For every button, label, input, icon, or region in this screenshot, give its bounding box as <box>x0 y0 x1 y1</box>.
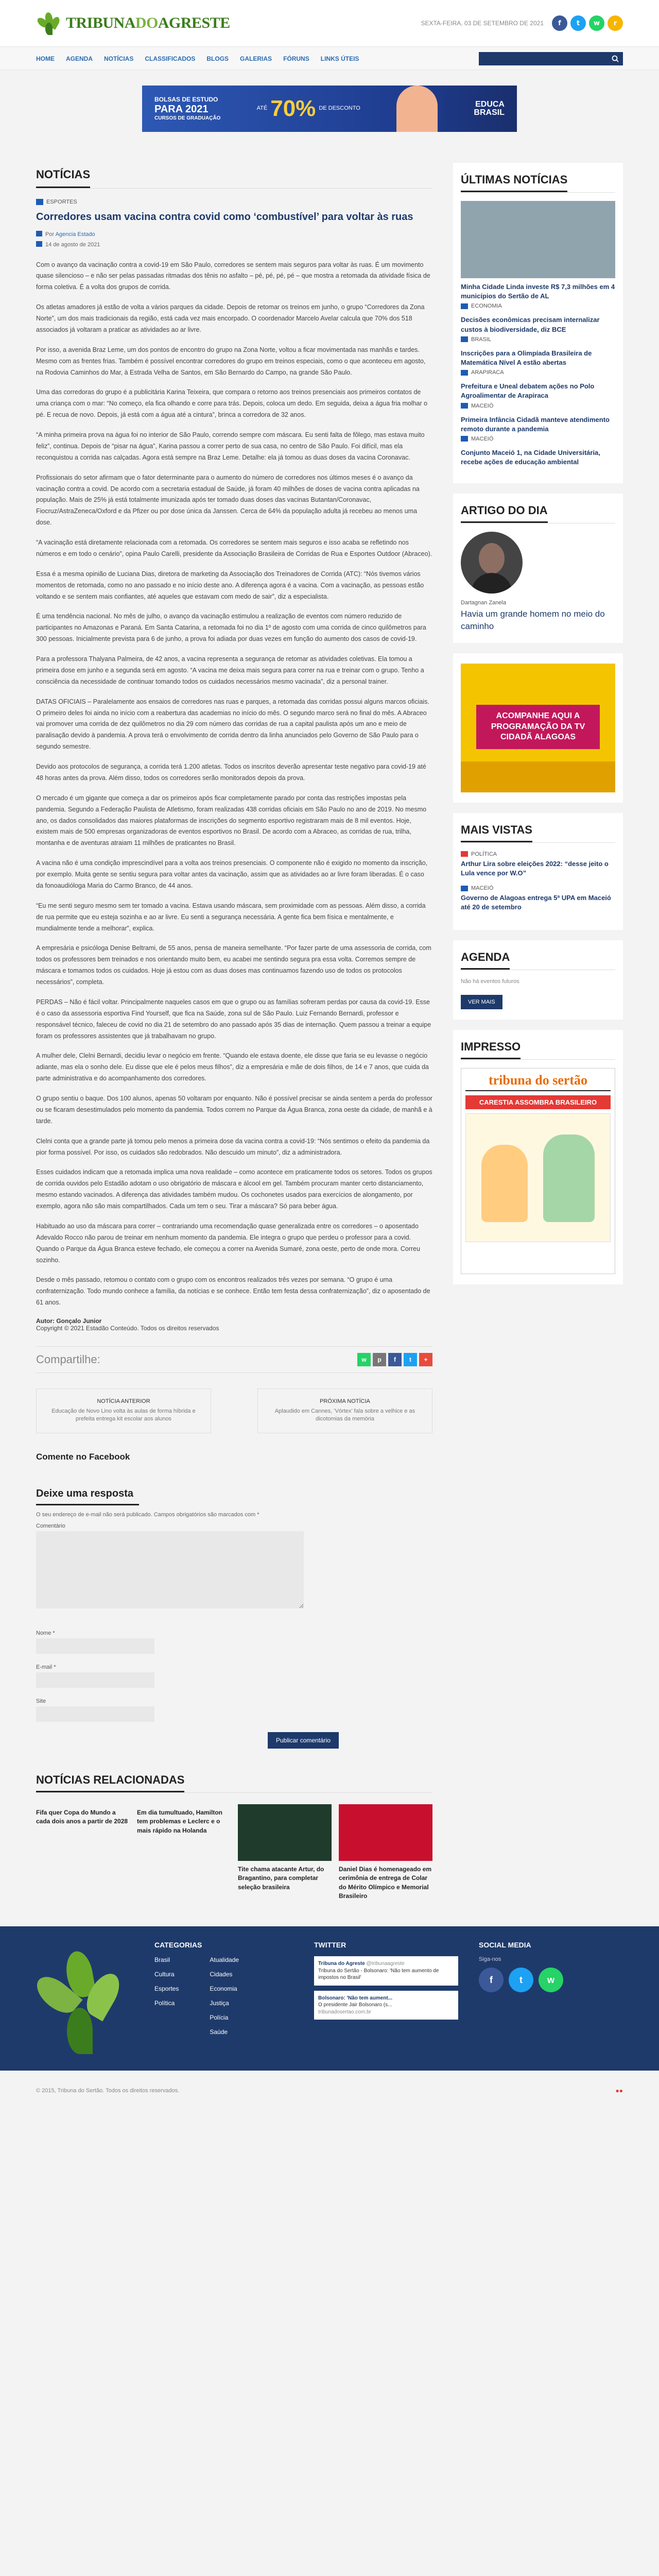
article-paragraph: Os atletas amadores já estão de volta a vários parques da cidade. Depois de retomar os treinos em junho, o grupo “Corredores da Zona Norte”, um dos mais tradicionais da região, está cada vez mais encorpado. O coordenador Marcelo Avelar calcula que 70% dos 518 associados já voltaram a praticar as atividades ao ar livre. <box>36 303 425 333</box>
article-paragraph: PERDAS – Não é fácil voltar. Principalmente naqueles casos em que o grupo ou as famílias sofreram perdas por causa da covid-19. Esse é o caso da assessoria esportiva Find Yourself, que fica na Saúde, zona sul de São Paulo. Luiz Fernando Bernardi, professor e responsável técnico, faleceu de covid no dia 21 de setembro do ano passado após 35 dias de internação. Quem passou a treinar a equipe foram os professores assistentes que já trabalhavam no grupo. <box>36 998 431 1040</box>
author-icon <box>36 231 42 236</box>
site-logo[interactable] <box>36 10 230 36</box>
banner-brand1: EDUCA <box>475 100 505 109</box>
article-copyright: Copyright © 2021 Estadão Conteúdo. Todos os direitos reservados <box>36 1325 219 1332</box>
banner-percent: 70% <box>270 96 316 121</box>
related-card[interactable]: Em dia tumultuado, Hamilton tem problemas e Leclerc e o mais rápido na Holanda <box>137 1808 223 1834</box>
banner-line1: BOLSAS DE ESTUDO <box>154 95 218 103</box>
category-icon <box>36 199 43 205</box>
calendar-icon <box>36 241 42 247</box>
agenda-title: AGENDA <box>461 951 510 970</box>
article-paragraph: “A minha primeira prova na água foi no interior de São Paulo, correndo sempre com máscara. Eu senti falta de fôlego, mas estava muito feliz”, continua. Depois de “pisar na água”, Karina passou a correr perto de sua casa, no centro de São Paulo. Foi difícil, mas ela reconquistou a corrida nas calçadas. Agora está sempre na Braz Leme. Detalhe: ela já tomou as duas doses da vacina Coronavac. <box>36 431 425 461</box>
latest-news-title: ÚLTIMAS NOTÍCIAS <box>461 173 567 192</box>
tweet[interactable]: Bolsonaro: 'Não tem aument... O presidente Jair Bolsonaro (s... tribunadosertao.com.br <box>314 1991 458 2020</box>
latest-news-item[interactable]: Primeira Infância Cidadã manteve atendimento remoto durante a pandemia MACEIÓ <box>461 415 610 442</box>
nav-agenda[interactable]: AGENDA <box>66 55 93 62</box>
latest-news-image <box>461 201 615 278</box>
footer-cat-link[interactable]: Atualidade <box>210 1956 239 1964</box>
article-paragraph: Por isso, a avenida Braz Leme, um dos pontos de encontro do grupo na Zona Norte, voltou a ficar movimentada nas manhãs e tardes. Mesmo com as frentes frias. Também é possível encontrar corredores do grupo em treinos especiais, como o que aconteceu em agosto, na Rodovia Caminhos do Mar, à Estrada Velha de Santos, em São Bernardo do Campo, na grande São Paulo. <box>36 346 426 376</box>
article-category[interactable]: ESPORTES <box>36 199 77 205</box>
footer-cat-link[interactable]: Cidades <box>210 1971 233 1978</box>
site-footer <box>0 1926 659 2096</box>
nav-classificados[interactable]: CLASSIFICADOS <box>145 55 196 62</box>
social-title: SOCIAL MEDIA <box>479 1941 531 1950</box>
main-nav <box>0 46 659 70</box>
share-facebook-icon[interactable]: f <box>388 1353 402 1366</box>
author-avatar[interactable] <box>461 532 523 594</box>
banner-line4: ATÉ <box>256 105 268 112</box>
article-paragraph: Para a professora Thalyana Palmeira, de 42 anos, a vacina representa a segurança de retomar as atividades coletivas. Ela tomou a primeira dose em junho e a segunda será em agosto. “A vacina me deixa mais segura para correr na rua e treinar com o grupo. Tenho a consciência da necessidade de continuar tomando todos os cuidados necessários mesmo vacinada”, diz a personal trainer. <box>36 655 424 685</box>
banner-line5: DE DESCONTO <box>319 105 360 112</box>
latest-news-item[interactable]: Minha Cidade Linda investe R$ 7,3 milhões em 4 municípios do Sertão de AL ECONOMIA <box>461 201 615 309</box>
related-card[interactable]: Tite chama atacante Artur, do Bragantino, para completar seleção brasileira <box>238 1804 332 1901</box>
article-body <box>36 260 432 1309</box>
section-title: NOTÍCIAS <box>36 168 90 188</box>
tweet[interactable]: Tribuna do Agreste @tribunaagreste Tribuna do Sertão - Bolsonaro: 'Não tem aumento de impostos no Brasil' <box>314 1956 458 1986</box>
related-image <box>238 1804 332 1861</box>
social-sub: Siga-nos <box>479 1956 501 1963</box>
footer-cat-link[interactable]: Política <box>154 1999 175 2007</box>
comment-label: Comentário <box>36 1522 65 1529</box>
search-bar <box>479 52 623 65</box>
footer-cat-link[interactable]: Justiça <box>210 1999 229 2007</box>
previous-post-link[interactable] <box>36 1388 211 1433</box>
sidebar <box>453 163 623 1901</box>
twitter-title: TWITTER <box>314 1941 346 1950</box>
agenda-more-button[interactable]: VER MAIS <box>461 995 502 1009</box>
current-date: SEXTA-FEIRA, 03 DE SETEMBRO DE 2021 <box>421 20 544 27</box>
article-title: Corredores usam vacina contra covid como ‘combustível’ para voltar às ruas <box>36 211 413 223</box>
most-viewed-item[interactable]: MACEIÓ Governo de Alagoas entrega 5ª UPA em Maceió até 20 de setembro <box>461 885 611 911</box>
article-paragraph: Esses cuidados indicam que a retomada implica uma nova realidade – como acontece em praticamente todos os setores. Todos os grupos de corrida ouvidos pelo Estadão adotam o uso obrigatório de máscara e álcool em gel. Também procuram manter certo distanciamento, mesmo estando vacinados. A diferença das atividades também mudou. Os cochonetes usados para exercícios de alongamento, por exemplo, agora não são mais compartilhados. Cada um tem o seu. Tirar a máscara? Só para beber água. <box>36 1168 432 1210</box>
related-image <box>339 1804 432 1861</box>
latest-news-item[interactable]: Prefeitura e Uneal debatem ações no Polo Agroalimentar de Arapiraca MACEIÓ <box>461 382 595 409</box>
print-edition-title: IMPRESSO <box>461 1040 521 1059</box>
article-paragraph: A empresária e psicóloga Denise Beltrami, de 55 anos, pensa de maneira semelhante. “Por fazer parte de uma assessoria de corrida, com todos os professores bem treinados e nos orientando muito bem, eu acabei me sentindo segura pra essa volta. Corremos sempre de máscara e tomamos todos os cuidados. Hoje já estou com as duas doses mas continuamos fazendo uso de todos os protocolos necessários”, completa. <box>36 944 431 986</box>
email-label: E-mail * <box>36 1664 56 1670</box>
rss-icon[interactable]: r <box>608 15 623 31</box>
reply-title: Deixe uma resposta <box>36 1487 133 1499</box>
logo-leaf-icon <box>36 10 62 36</box>
footer-whatsapp-icon[interactable]: w <box>539 1968 563 1992</box>
article-paragraph: “Eu me senti seguro mesmo sem ter tomado a vacina. Estava usando máscara, sem proximidade com as pessoas. Além disso, a corrida de rua permite que eu esteja sozinha e ao ar livre. Eu senti a segurança necessária. A gente fica bem física e mentalmente, e mundialmente tende a melhorar”, explica. <box>36 902 426 932</box>
footer-cat-link[interactable]: Esportes <box>154 1985 179 1993</box>
banner-line2: PARA 2021 <box>154 104 209 115</box>
article-paragraph: Essa é a mesma opinião de Luciana Dias, diretora de marketing da Associação dos Treinadores de Corrida (ATC): “Nós tivemos vários momentos de retomada, como no ano passado e no início deste ano. A diferença agora é a vacina. Com a vacinação, as pessoas estão voltando e se sentem mais confiantes, até aqueles que estavam com medo de sair”, diz a especialista. <box>36 570 424 600</box>
print-cartoon-image <box>465 1113 611 1242</box>
most-viewed-block <box>453 813 623 930</box>
article-author-link[interactable]: Agencia Estado <box>55 231 95 238</box>
footer-categories <box>154 1941 293 2070</box>
banner-person-image <box>396 86 438 132</box>
share-twitter-icon[interactable]: t <box>404 1353 417 1366</box>
article-paragraph: Clelni conta que a grande parte já tomou pelo menos a primeira dose da vacina contra a covid-19: “Nós sentimos o efeito da pandemia da pior forma possível. Por isso, os cuidados são redobrados. Não descuido um minuto”, diz a administradora. <box>36 1137 430 1156</box>
article-sign-author: Autor: Gonçalo Junior <box>36 1317 102 1325</box>
latest-news-item[interactable]: Decisões econômicas precisam internalizar custos à biodiversidade, diz BCE BRASIL <box>461 316 600 343</box>
search-icon[interactable] <box>612 55 619 62</box>
article-paragraph: Devido aos protocolos de segurança, a corrida terá 1.200 atletas. Todos os inscritos deverão apresentar teste negativo para covid-19 até 48 horas antes da prova. Além disso, todos os corredores serão monitorados depois da prova. <box>36 763 426 782</box>
agency-logo-icon[interactable]: ●● <box>615 2087 623 2095</box>
name-label: Nome * <box>36 1630 55 1636</box>
nav-links-uteis[interactable]: LINKS ÚTEIS <box>320 55 359 62</box>
name-field[interactable] <box>36 1638 154 1654</box>
twitter-feed <box>314 1941 458 2070</box>
footer-copyright: © 2015, Tribuna do Sertão. Todos os direitos reservados. <box>36 2088 180 2094</box>
tv-ad-block <box>453 653 623 803</box>
article-of-day-title: ARTIGO DO DIA <box>461 504 548 523</box>
email-field[interactable] <box>36 1672 154 1688</box>
reply-note: O seu endereço de e-mail não será publicado. Campos obrigatórios são marcados com * <box>36 1511 259 1518</box>
footer-facebook-icon[interactable]: f <box>479 1968 504 1992</box>
share-title: Compartilhe: <box>36 1353 100 1366</box>
article-paragraph: DATAS OFICIAIS – Paralelamente aos ensaios de corredores nas ruas e parques, a retomada das corridas possui alguns marcos oficiais. O primeiro deles foi ainda no início com a reabertura das academias no início do mês. O segundo marco será no final do mês. A Abraceo vai promover uma corrida de dez quilômetros no dia 29 com número das corridas de rua a capital paulista após um ano e meio de paralisação devido à pandemia. A prova terá o envolvimento de corrida dentro da linha anunciados pelo Governo de São Paulo para o segundo semestre. <box>36 698 429 751</box>
footer-logo-leaf-icon <box>36 1941 134 2070</box>
footer-twitter-icon[interactable]: t <box>509 1968 533 1992</box>
footer-social <box>479 1941 582 2070</box>
article-of-day-link[interactable]: Havia um grande homem no meio do caminho <box>461 609 605 632</box>
article-paragraph: O mercado é um gigante que começa a dar os primeiros após ficar completamente parado por conta das restrições impostas pela pandemia. Segundo a Federação Paulista de Atletismo, foram realizadas 438 corridas oficiais em São Paulo no ano de 2019. No mesmo ano, os dados consolidados das maiores plataformas de inscrições do segmento esportivo registraram mais de 8 mil eventos. Hoje, existem mais de 500 empresas organizadoras de eventos esportivos no Brasil. De acordo com a Abraceo, as corridas de rua, trilha, montanha e de aventuras atraiam 11 milhões de praticantes no Brasil. <box>36 794 427 847</box>
print-edition-block <box>453 1030 623 1284</box>
related-card[interactable]: Daniel Dias é homenageado em cerimônia de entrega de Colar do Mérito Olímpico e Memorial Brasileiro <box>339 1804 432 1901</box>
nav-galerias[interactable]: GALERIAS <box>240 55 272 62</box>
footer-cat-link[interactable]: Brasil <box>154 1956 170 1964</box>
article-paragraph: Desde o mês passado, retomou o contato com o grupo com os encontros realizados três vezes por semana. “O grupo é uma confraternização. Todo mundo conhece a família, da notícias e se conhece. Então tem festa dessa confraternização”, diz o aposentado de 61 anos. <box>36 1276 430 1307</box>
footer-bottom <box>0 2071 659 2096</box>
header-social-links <box>552 15 623 31</box>
article-paragraph: Uma das corredoras do grupo é a publicitária Karina Teixeira, que compara o retorno aos treinos presenciais aos primeiros contatos de uma criança com o mar: “No começo, ela fica olhando e corre para trás. Depois, coloca um dedo. Em seguida, deixa a água fria molhar o pé. E recua de novo. Depois, já está com a água até a cintura”, brinca a corredora de 32 anos. <box>36 388 428 419</box>
nav-home[interactable]: HOME <box>36 55 55 62</box>
ad-banner-educa-brasil[interactable] <box>142 86 517 132</box>
article-paragraph: Profissionais do setor afirmam que o fator determinante para o aumento do número de corredores nos últimos meses é o avanço da vacinação contra a covid. De acordo com a secretaria estadual de Saúde, já foram 40 milhões de doses de vacina contra aplicadas na população. Mais de 25% já está totalmente imunizada após ter tomado duas doses das vacinas Butantan/Coronavac, Fiocruz/AstraZeneca/Oxford e da Pfizer ou por dose única da Janssen. Cerca de 64% da população adulta já recebeu ao menos uma dose. <box>36 473 420 527</box>
agenda-empty: Não há eventos futuros <box>461 978 519 985</box>
submit-comment-button[interactable]: Publicar comentário <box>268 1732 339 1749</box>
previous-post-title: Educação de Novo Lino volta às aulas de forma híbrida e prefeita entrega kit escolar aos alunos <box>51 1408 196 1422</box>
article-meta: Por Agencia Estado 14 de agosto de 2021 <box>36 230 432 250</box>
tv-cidada-ad[interactable] <box>461 664 615 792</box>
site-header <box>0 0 659 46</box>
author-name: Dartagnan Zanela <box>461 600 507 606</box>
site-field[interactable] <box>36 1706 154 1722</box>
search-input[interactable] <box>479 52 612 65</box>
banner-brand2: BRASIL <box>474 108 505 117</box>
next-post-link[interactable] <box>257 1388 432 1433</box>
print-edition-cover[interactable] <box>461 1068 615 1274</box>
article-paragraph: É uma tendência nacional. No mês de julho, o avanço da vacinação estimulou a realização de eventos com número reduzido de participantes no Amazonas e Paraná. Em Santa Catarina, a retomada foi no dia 1º de agosto com uma corrida de cinco quilômetros para 300 pessoas. Inicialmente prevista para 6 de junho, a prova foi adiada por duas vezes em função do aumento dos casos de covid-19. <box>36 613 426 643</box>
article-paragraph: O grupo sentiu o baque. Dos 100 alunos, apenas 50 voltaram por enquanto. Não é possível precisar se ainda sentem a perda do professor ou se ficaram desestimulados pelo momento da pandemia. Todos correm no Parque da Água Branca, zona oeste da cidade, de manhã e à tarde. <box>36 1095 432 1125</box>
logo-text: TRIBUNADOAGRESTE <box>66 14 230 31</box>
comment-textarea[interactable] <box>36 1531 304 1608</box>
article-paragraph: A mulher dele, Clelni Bernardi, decidiu levar o negócio em frente. “Quando ele estava doente, ele disse que faria se eu levasse o negócio adiante, mas ela o sonho dele. Eu disse que ele é pelos meus filhos”, diz a empresária e mãe de dois filhos, de 14 e 7 anos, que cuida da parte administrativa e do acompanhamento dos corredores. <box>36 1052 429 1082</box>
article-paragraph: A vacina não é uma condição imprescindível para a volta aos treinos presenciais. O componente não é exigido no momento da inscrição, por exemplo. Muita gente se sentiu segura para voltar antes da vacinação, assim que as atividades ao ar livre foram liberadas. É o caso da fonoaudióloga Maria do Carmo Branco, de 44 anos. <box>36 859 428 889</box>
footer-categories-title: CATEGORIAS <box>154 1941 202 1950</box>
nav-blogs[interactable]: BLOGS <box>206 55 229 62</box>
latest-news-item[interactable]: Conjunto Maceió 1, na Cidade Universitária, recebe ações de educação ambiental <box>461 448 600 466</box>
whatsapp-icon[interactable]: w <box>589 15 604 31</box>
article-column <box>36 163 432 1901</box>
footer-cat-link[interactable]: Polícia <box>210 2014 229 2022</box>
footer-cat-link[interactable]: Saúde <box>210 2028 228 2036</box>
tv-ad-city-image <box>461 761 615 792</box>
print-edition-head: tribuna do sertão <box>465 1073 611 1091</box>
article-paragraph: “A vacinação está diretamente relacionada com a retomada. Os corredores se sentem mais seguros e isso acaba se refletindo nos números e em todo o cenário”, opina Paulo Carelli, presidente da Associação Brasileira de Corridas de Rua e Esportes Outdoor (Abraceo). <box>36 539 432 557</box>
article-paragraph: Com o avanço da vacinação contra a covid-19 em São Paulo, corredores se sentem mais seguros para voltar às ruas. É um movimento quase silencioso – e não ser pelas passadas ritmadas dos tênis no asfalto – pé, pé, pé, pé – que mostra a retomada da atividade física de forma coletiva. É a volta dos grupos de corrida. <box>36 261 430 291</box>
latest-news-item[interactable]: Inscrições para a Olimpíada Brasileira de Matemática Nível A estão abertas ARAPIRACA <box>461 349 592 376</box>
most-viewed-title: MAIS VISTAS <box>461 823 532 842</box>
agenda-block <box>453 940 623 1020</box>
related-title: NOTÍCIAS RELACIONADAS <box>36 1773 184 1792</box>
facebook-comments-title: Comente no Facebook <box>36 1451 130 1462</box>
next-post-title: Aplaudido em Cannes, ‘Vórtex’ fala sobre a velhice e as dicotomias da memória <box>274 1408 415 1422</box>
print-edition-band: CARESTIA ASSOMBRA BRASILEIRO <box>465 1095 611 1109</box>
related-card[interactable]: Fifa quer Copa do Mundo a cada dois anos a partir de 2028 <box>36 1808 128 1825</box>
previous-post-label: NOTÍCIA ANTERIOR <box>97 1398 150 1405</box>
article-paragraph: Habituado ao uso da máscara para correr – contrariando uma recomendação quase generalizada entre os corredores – o aposentado Adevaldo Rocco não parou de treinar em nenhum momento da pandemia. Ele integra o grupo que perdeu o professor para a covid. Quando o Parque da Água Branca esteve fechado, ele começou a correr na Avenida Sumaré, zona oeste, perto de onde mora. Correu sozinho. <box>36 1222 421 1264</box>
nav-noticias[interactable]: NOTÍCIAS <box>104 55 134 62</box>
share-more-icon[interactable]: + <box>419 1353 432 1366</box>
article-of-day-block <box>453 494 623 643</box>
next-post-label: PRÓXIMA NOTÍCIA <box>320 1398 370 1405</box>
article-date: 14 de agosto de 2021 <box>45 241 100 248</box>
share-whatsapp-icon[interactable]: w <box>357 1353 371 1366</box>
share-print-icon[interactable]: p <box>373 1353 386 1366</box>
facebook-icon[interactable]: f <box>552 15 567 31</box>
latest-news-block <box>453 163 623 483</box>
tv-ad-text: ACOMPANHE AQUI A PROGRAMAÇÃO DA TV CIDADÃ ALAGOAS <box>476 705 600 749</box>
site-label: Site <box>36 1698 46 1704</box>
footer-cat-link[interactable]: Cultura <box>154 1971 175 1978</box>
most-viewed-item[interactable]: POLÍTICA Arthur Lira sobre eleições 2022: “desse jeito o Lula vence por W.O” <box>461 851 609 877</box>
share-bar <box>36 1346 432 1373</box>
related-news-grid <box>36 1804 432 1901</box>
twitter-icon[interactable]: t <box>570 15 586 31</box>
footer-cat-link[interactable]: Economia <box>210 1985 237 1993</box>
banner-line3: CURSOS DE GRADUAÇÃO <box>154 115 221 122</box>
nav-foruns[interactable]: FÓRUNS <box>283 55 309 62</box>
